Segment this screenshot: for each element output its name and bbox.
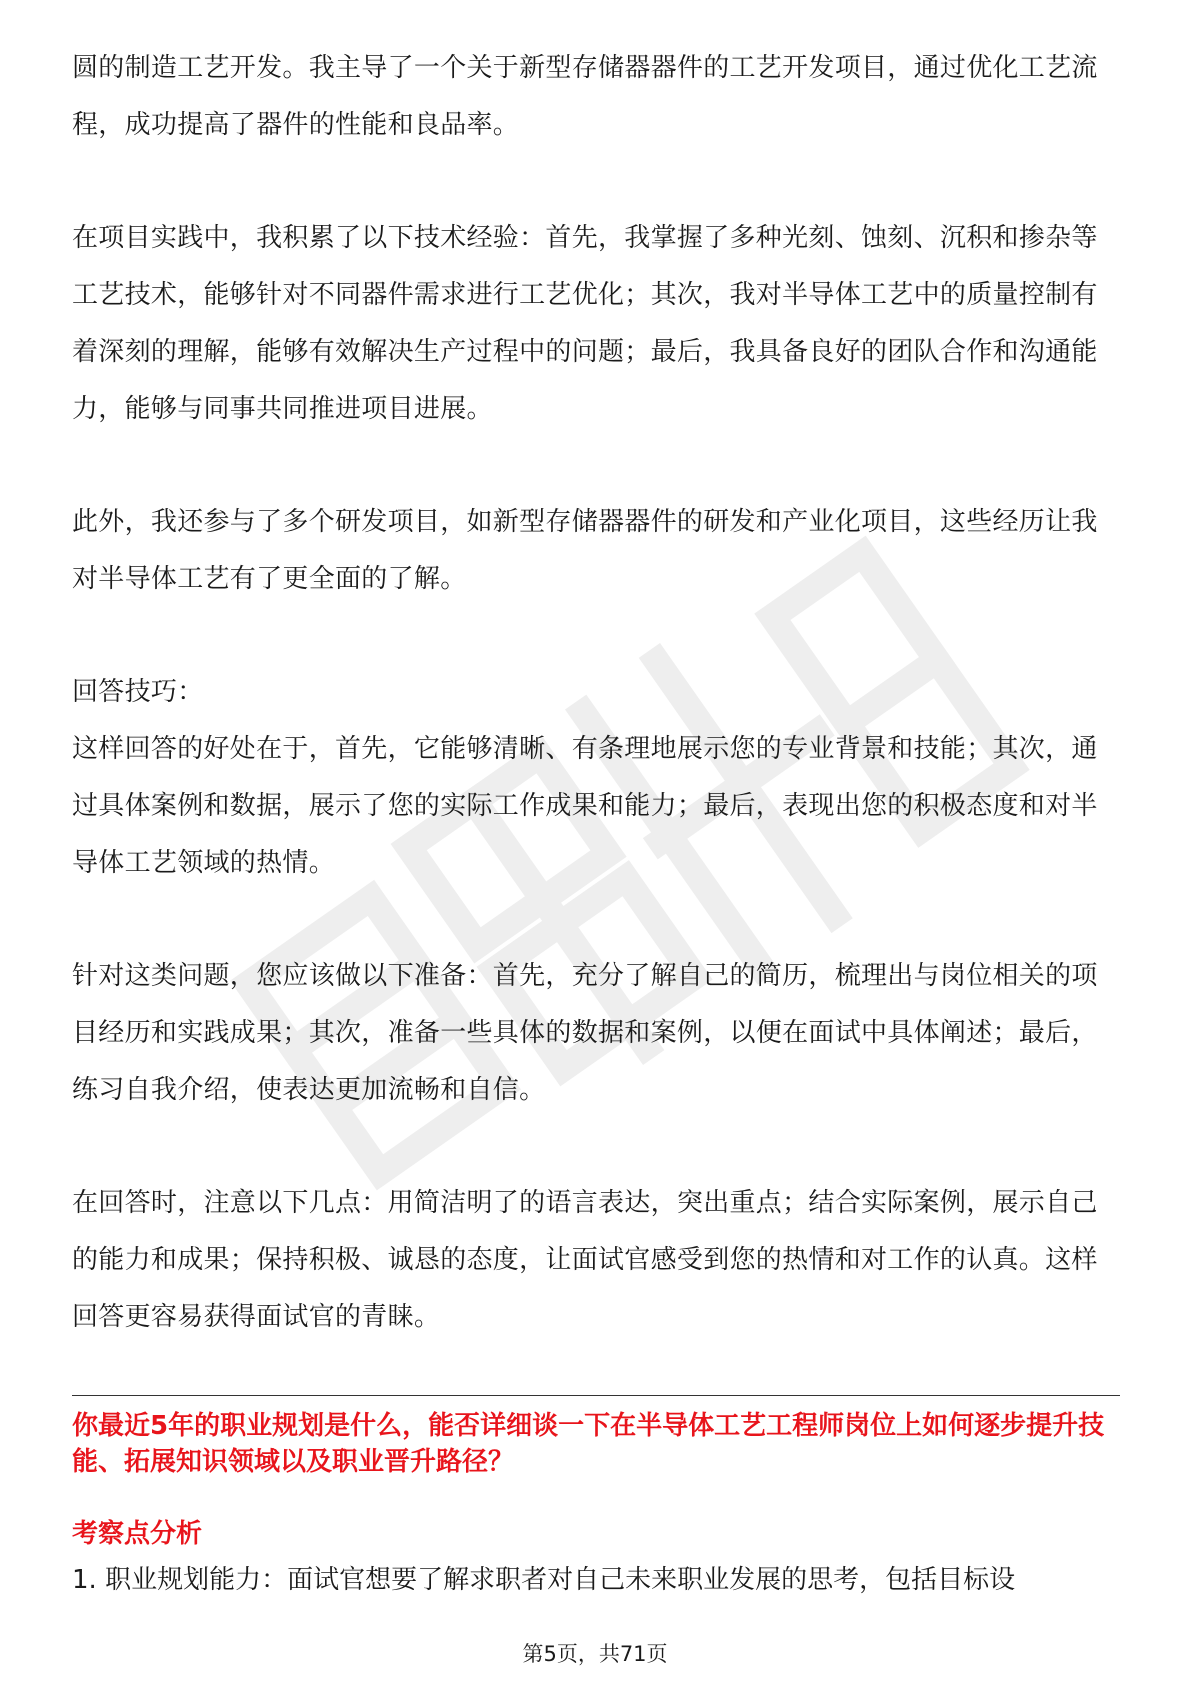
paragraph-project-intro: 圆的制造工艺开发。我主导了一个关于新型存储器器件的工艺开发项目，通过优化工艺流程，成功提高了器件的性能和良品率。 — [72, 53, 1098, 140]
analysis-heading: 考察点分析 — [72, 1519, 203, 1549]
paragraph-answer-notes: 在回答时，注意以下几点：用简洁明了的语言表达，突出重点；结合实际案例，展示自己的能力和成果；保持积极、诚恳的态度，让面试官感受到您的热情和对工作的认真。这样回答更容易获得面试官的青睐。 — [72, 1188, 1098, 1332]
body-text — [72, 40, 1120, 1346]
answer-tips-label: 回答技巧： — [72, 677, 204, 707]
paragraph-answer-benefits: 这样回答的好处在于，首先，它能够清晰、有条理地展示您的专业背景和技能；其次，通过具体案例和数据，展示了您的实际工作成果和能力；最后，表现出您的积极态度和对半导体工艺领域的热情。 — [72, 734, 1098, 878]
paragraph-preparation: 针对这类问题，您应该做以下准备：首先，充分了解自己的简历，梳理出与岗位相关的项目经历和实践成果；其次，准备一些具体的数据和案例，以便在面试中具体阐述；最后，练习自我介绍，使表达更加流畅和自信。 — [72, 961, 1098, 1105]
section-divider — [72, 1395, 1120, 1396]
interview-question: 你最近5年的职业规划是什么，能否详细谈一下在半导体工艺工程师岗位上如何逐步提升技能、拓展知识领域以及职业晋升路径？ — [72, 1411, 1105, 1477]
analysis-point-1: 1. 职业规划能力：面试官想要了解求职者对自己未来职业发展的思考，包括目标设 — [72, 1565, 1016, 1595]
page-number: 第5页，共71页 — [522, 1642, 668, 1666]
paragraph-technical-experience: 在项目实践中，我积累了以下技术经验：首先，我掌握了多种光刻、蚀刻、沉积和掺杂等工艺技术，能够针对不同器件需求进行工艺优化；其次，我对半导体工艺中的质量控制有着深刻的理解，能够有效解决生产过程中的问题；最后，我具备良好的团队合作和沟通能力，能够与同事共同推进项目进展。 — [72, 223, 1098, 424]
paragraph-rd-projects: 此外，我还参与了多个研发项目，如新型存储器器件的研发和产业化项目，这些经历让我对半导体工艺有了更全面的了解。 — [72, 507, 1098, 594]
